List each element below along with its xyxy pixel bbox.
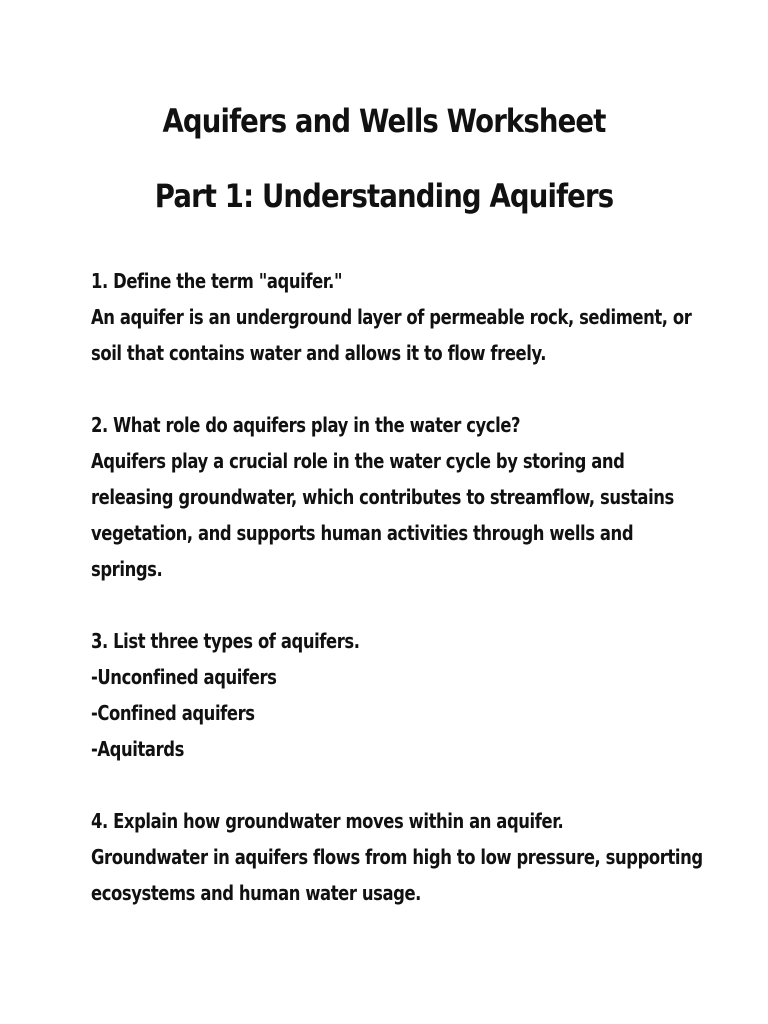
answer-2-line-4: springs. [91, 557, 163, 581]
answer-2-line-2: releasing groundwater, which contributes to streamflow, sustains [91, 485, 674, 509]
answer-4-line-2: ecosystems and human water usage. [91, 881, 421, 905]
answer-3-item-1: -Unconfined aquifers [91, 665, 277, 689]
answer-1-line-2: soil that contains water and allows it to flow freely. [91, 341, 547, 365]
question-1: 1. Define the term "aquifer." [91, 269, 343, 293]
question-block-1 [91, 263, 714, 371]
question-block-2 [91, 407, 714, 587]
question-block-4 [91, 803, 714, 911]
worksheet-title: Aquifers and Wells Worksheet [162, 102, 606, 140]
question-2: 2. What role do aquifers play in the water cycle? [91, 413, 521, 437]
answer-3-item-2: -Confined aquifers [91, 701, 255, 725]
question-3: 3. List three types of aquifers. [91, 629, 360, 653]
spacer [91, 587, 714, 623]
spacer [91, 371, 714, 407]
question-4: 4. Explain how groundwater moves within an aquifer. [91, 809, 564, 833]
answer-4-line-1: Groundwater in aquifers flows from high to low pressure, supporting [91, 845, 703, 869]
answer-2-line-1: Aquifers play a crucial role in the water cycle by storing and [91, 449, 625, 473]
answer-3-item-3: -Aquitards [91, 737, 184, 761]
answer-1-line-1: An aquifer is an underground layer of permeable rock, sediment, or [91, 305, 692, 329]
answer-2-line-3: vegetation, and supports human activities through wells and [91, 521, 634, 545]
worksheet-body [91, 263, 714, 911]
spacer [91, 767, 714, 803]
question-block-3 [91, 623, 714, 767]
part-title: Part 1: Understanding Aquifers [154, 177, 614, 215]
